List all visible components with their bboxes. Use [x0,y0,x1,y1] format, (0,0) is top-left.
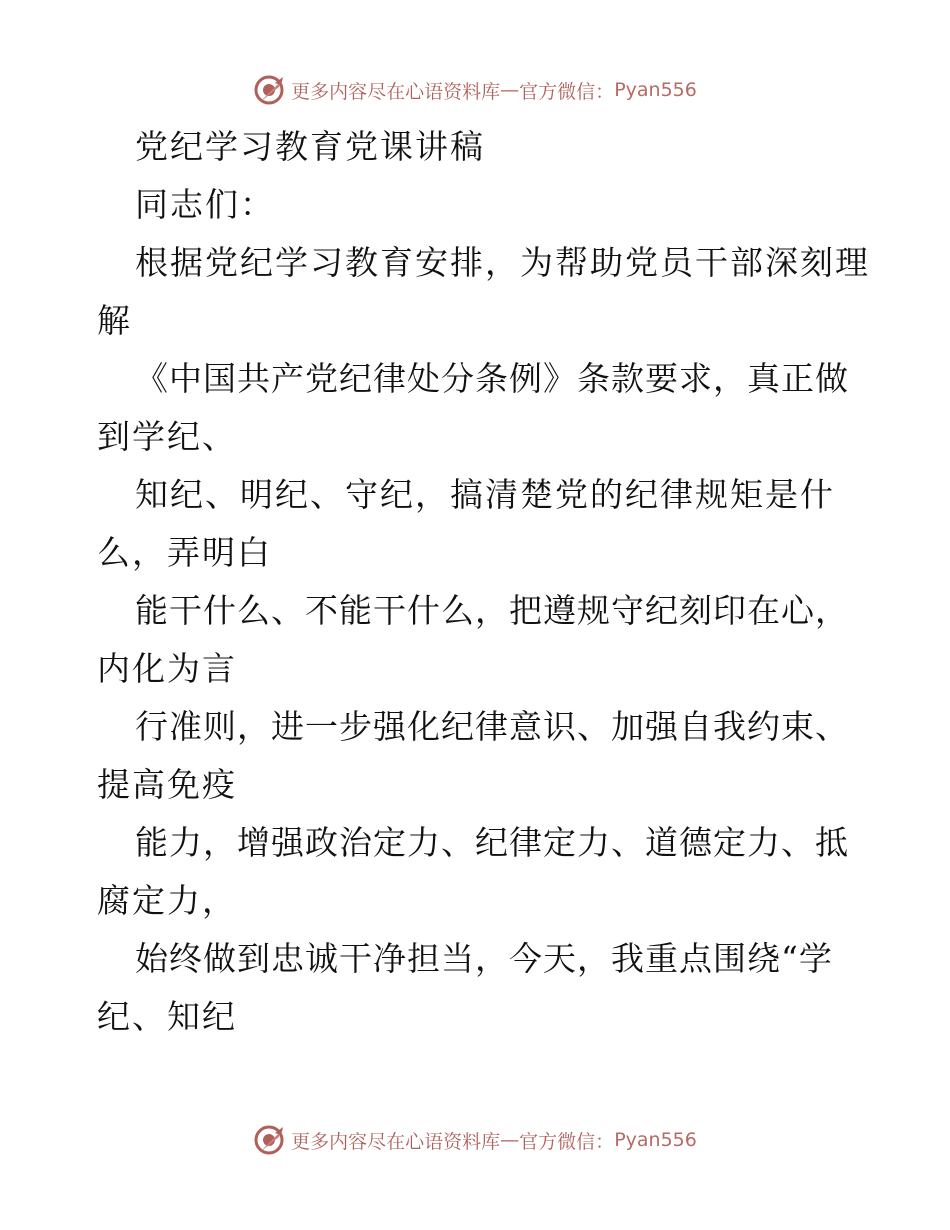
text-line: 《中国共产党纪律处分条例》条款要求，真正做 [135,359,849,398]
text-line: 能干什么、不能干什么，把遵规守纪刻印在心， [135,591,849,630]
document-title: 党纪学习教育党课讲稿 [135,127,485,166]
footer-banner-main: 更多内容尽在心语资料库 [291,1130,501,1153]
text-line: 始终做到忠诚干净担当，今天，我重点围绕“学 [135,939,833,978]
footer-banner-official: 官方微信： [519,1130,615,1153]
text-line: 提高免疫 [97,765,237,804]
text-line: 纪、知纪 [97,997,237,1036]
header-banner [0,70,950,110]
quill-seal-icon [253,73,287,107]
text-line: 根据党纪学习教育安排，为帮助党员干部深刻理 [135,243,870,282]
header-banner-id: Pyan556 [614,79,697,101]
header-banner-main: 更多内容尽在心语资料库 [291,80,501,103]
text-line: 行准则，进一步强化纪律意识、加强自我约束、 [135,707,849,746]
quill-seal-icon [253,1123,287,1157]
text-line: 能力，增强政治定力、纪律定力、道德定力、抵 [135,823,849,862]
header-banner-official: 官方微信： [519,80,615,103]
text-line: 解 [97,301,132,340]
footer-banner-id: Pyan556 [614,1129,697,1151]
text-line: 么，弄明白 [97,533,272,572]
text-line: 腐定力， [97,881,237,920]
text-line: 到学纪、 [97,417,237,456]
document-body [97,118,870,1046]
text-line: 内化为言 [97,649,237,688]
document-salutation: 同志们： [135,185,275,224]
text-line: 知纪、明纪、守纪，搞清楚党的纪律规矩是什 [135,475,835,514]
footer-banner [0,1120,950,1160]
header-banner-dash: — [500,79,520,101]
footer-banner-dash: — [500,1129,520,1151]
